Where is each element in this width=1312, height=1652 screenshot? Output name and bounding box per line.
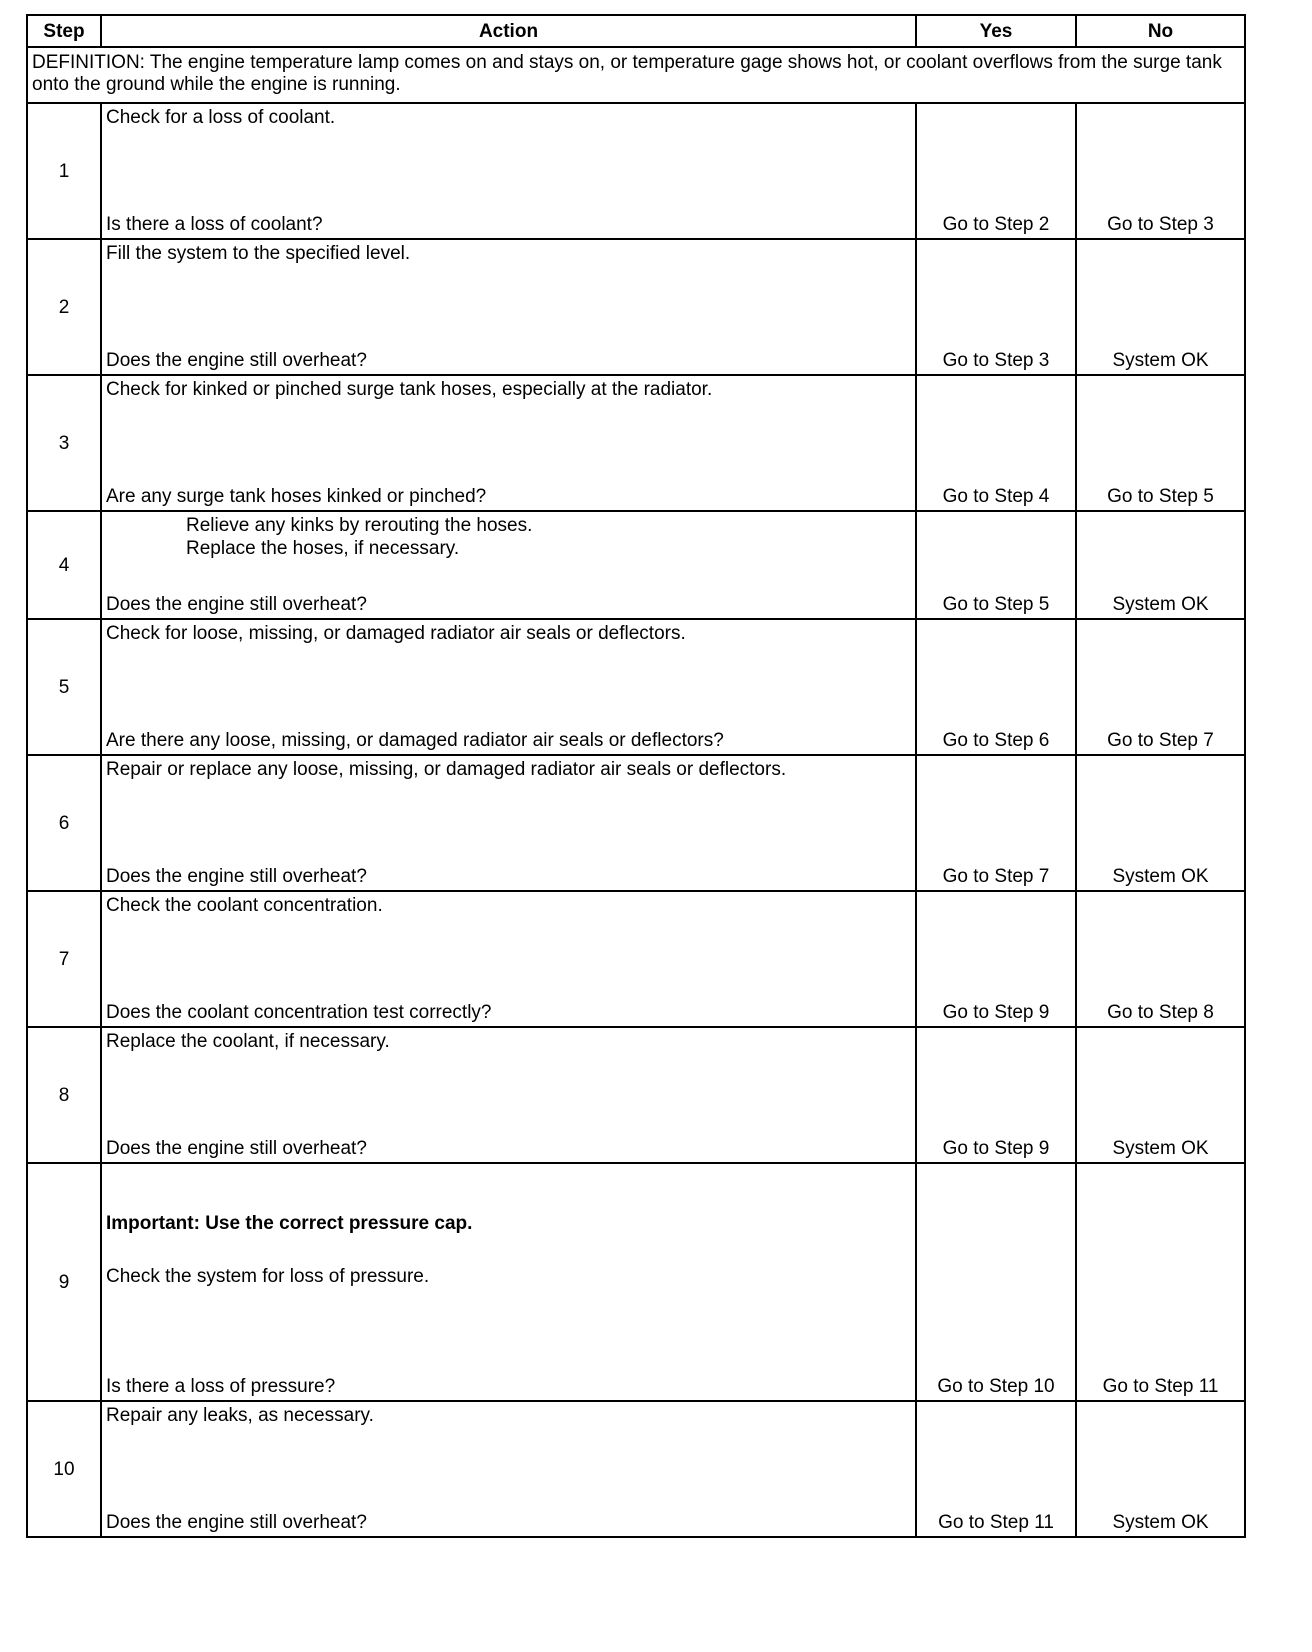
action-cell [101,1401,916,1537]
table-row [27,1163,1245,1401]
table-row [27,511,1245,619]
step-number: 7 [27,891,101,1027]
no-cell [1076,1401,1245,1537]
step-number: 6 [27,755,101,891]
yes-result: Go to Step 10 [937,1376,1055,1397]
no-cell [1076,375,1245,511]
diagnostic-table [26,14,1246,1538]
table-row [27,755,1245,891]
action-cell [101,1027,916,1163]
yes-cell [916,1163,1076,1401]
action-text: Check for a loss of coolant. [106,107,336,128]
no-cell [1076,1027,1245,1163]
action-text: Repair or replace any loose, missing, or damaged radiator air seals or deflectors. [106,759,787,780]
action-line: Relieve any kinks by rerouting the hoses. [186,515,533,536]
no-cell [1076,755,1245,891]
action-text: Fill the system to the specified level. [106,243,411,264]
no-cell [1076,103,1245,239]
header-yes: Yes [916,15,1076,47]
action-cell [101,375,916,511]
action-text: Check for loose, missing, or damaged radiator air seals or deflectors. [106,623,686,644]
yes-result: Go to Step 6 [942,730,1050,751]
action-text [102,1164,915,1288]
no-cell [1076,239,1245,375]
action-cell [101,891,916,1027]
action-question: Is there a loss of coolant? [106,214,323,235]
yes-cell [916,375,1076,511]
table-row [27,619,1245,755]
action-question: Does the engine still overheat? [106,866,367,887]
action-cell [101,1163,916,1401]
yes-result: Go to Step 2 [942,214,1050,235]
header-action: Action [101,15,916,47]
no-cell [1076,891,1245,1027]
yes-result: Go to Step 11 [938,1512,1054,1533]
no-result: System OK [1112,1138,1209,1159]
step-number: 8 [27,1027,101,1163]
no-result: System OK [1112,594,1209,615]
step-number: 2 [27,239,101,375]
no-result: System OK [1112,1512,1209,1533]
action-line: Check the system for loss of pressure. [106,1266,430,1287]
header-row [27,15,1245,47]
no-cell [1076,511,1245,619]
table-row [27,103,1245,239]
step-number: 9 [27,1163,101,1401]
yes-result: Go to Step 3 [942,350,1050,371]
yes-cell [916,511,1076,619]
yes-cell [916,239,1076,375]
step-number: 1 [27,103,101,239]
action-cell [101,239,916,375]
no-result: Go to Step 8 [1107,1002,1214,1023]
action-question: Is there a loss of pressure? [106,1376,336,1397]
action-text: Repair any leaks, as necessary. [106,1405,374,1426]
no-result: Go to Step 11 [1102,1376,1219,1397]
no-cell [1076,1163,1245,1401]
action-question: Does the engine still overheat? [106,1138,367,1159]
yes-cell [916,891,1076,1027]
table-row [27,1027,1245,1163]
action-cell [101,755,916,891]
table-row [27,1401,1245,1537]
action-cell [101,619,916,755]
no-result: Go to Step 7 [1107,730,1214,751]
yes-result: Go to Step 9 [942,1138,1050,1159]
step-number: 3 [27,375,101,511]
step-number: 10 [27,1401,101,1537]
action-text: Check for kinked or pinched surge tank hoses, especially at the radiator. [106,379,713,400]
table-row [27,891,1245,1027]
definition-row [27,47,1245,103]
table-row [27,375,1245,511]
header-step: Step [27,15,101,47]
action-question: Are any surge tank hoses kinked or pinched? [106,486,487,507]
no-result: System OK [1112,350,1209,371]
action-question: Does the engine still overheat? [106,594,367,615]
definition-text: DEFINITION: The engine temperature lamp comes on and stays on, or temperature gage shows hot, or coolant overflows from the surge tank onto the ground while the engine is running. [27,47,1245,103]
yes-result: Go to Step 7 [942,866,1050,887]
no-result: System OK [1112,866,1209,887]
header-no: No [1076,15,1245,47]
yes-cell [916,1027,1076,1163]
yes-result: Go to Step 9 [942,1002,1050,1023]
action-text [102,512,915,560]
yes-cell [916,619,1076,755]
action-question: Are there any loose, missing, or damaged radiator air seals or deflectors? [106,730,724,751]
action-line: Replace the hoses, if necessary. [186,538,460,559]
action-question: Does the coolant concentration test correctly? [106,1002,492,1023]
action-question: Does the engine still overheat? [106,350,367,371]
table-row [27,239,1245,375]
action-text: Check the coolant concentration. [106,895,383,916]
no-cell [1076,619,1245,755]
step-number: 5 [27,619,101,755]
action-text: Replace the coolant, if necessary. [106,1031,390,1052]
yes-cell [916,1401,1076,1537]
yes-result: Go to Step 4 [942,486,1050,507]
action-cell [101,103,916,239]
action-question: Does the engine still overheat? [106,1512,367,1533]
action-cell [101,511,916,619]
step-number: 4 [27,511,101,619]
no-result: Go to Step 3 [1107,214,1214,235]
yes-cell [916,755,1076,891]
important-note: Important: Use the correct pressure cap. [106,1213,473,1234]
yes-cell [916,103,1076,239]
no-result: Go to Step 5 [1107,486,1214,507]
yes-result: Go to Step 5 [942,594,1050,615]
